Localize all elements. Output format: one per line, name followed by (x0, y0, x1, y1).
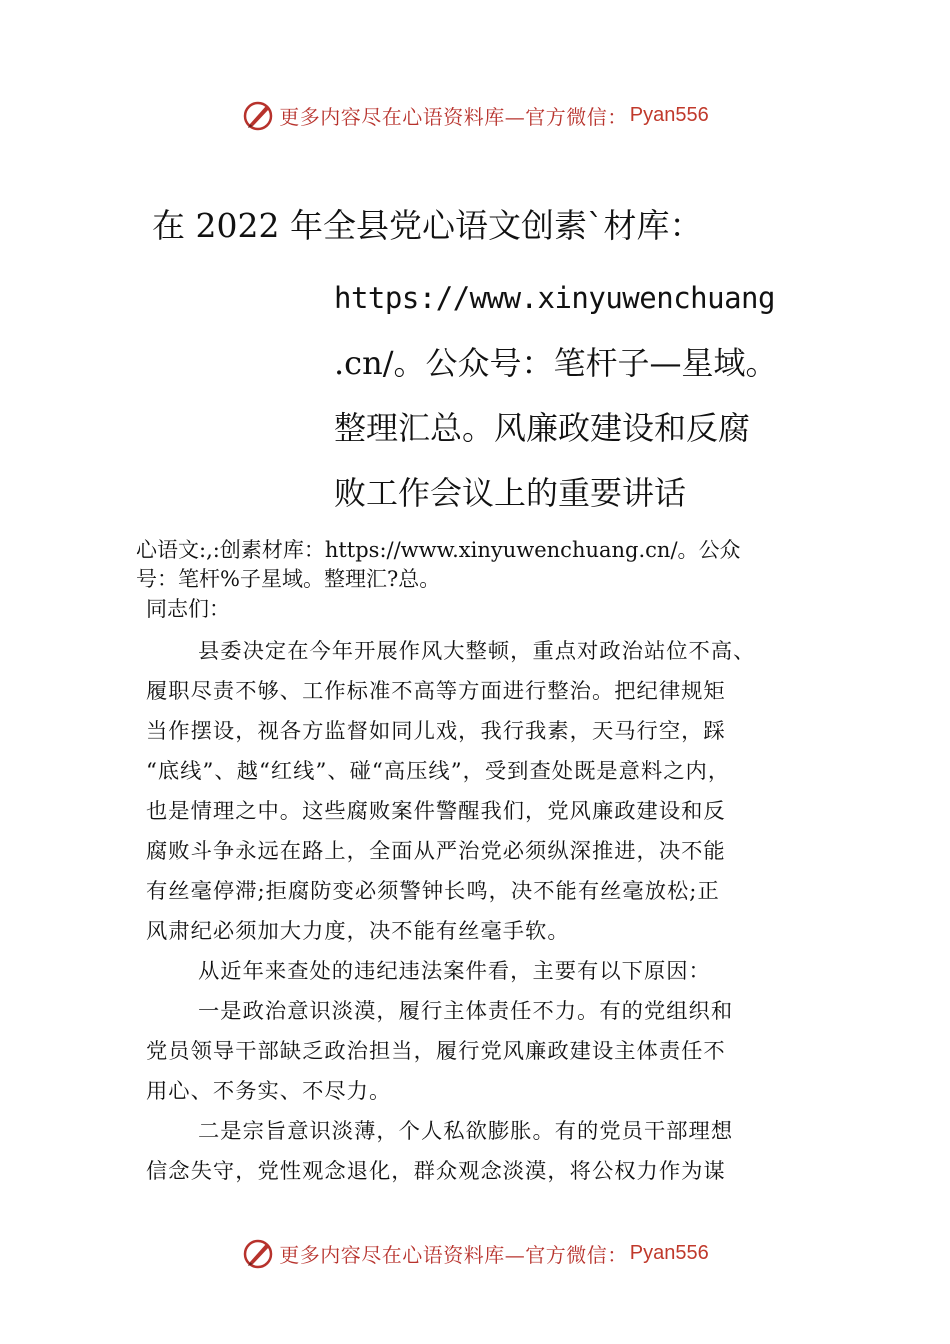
pen-logo-icon (241, 1236, 275, 1270)
banner-contact: Pyan556 (629, 1241, 709, 1264)
paragraph-line: 信念失守，党性观念退化，群众观念淡漠，将公权力作为谋 (146, 1159, 726, 1184)
document-title-line-4: 整理汇总。风廉政建设和反腐 (334, 409, 751, 447)
paragraph-line: 一是政治意识淡漠，履行主体责任不力。有的党组织和 (198, 999, 734, 1024)
banner-text: 更多内容尽在心语资料库—官方微信： (279, 1242, 628, 1267)
paragraph-line: 履职尽责不够、工作标准不高等方面进行整治。把纪律规矩 (146, 679, 726, 704)
paragraph-line: 风肃纪必须加大力度，决不能有丝毫手软。 (146, 919, 570, 944)
paragraph-line: 当作摆设，视各方监督如同儿戏，我行我素，天马行空，踩 (146, 719, 726, 744)
paragraph-line: 二是宗旨意识淡薄，个人私欲膨胀。有的党员干部理想 (198, 1119, 734, 1144)
source-note (136, 536, 856, 594)
document-title-line-1: 在 2022 年全县党心语文创素`材库： (152, 206, 703, 245)
paragraph-line: 腐败斗争永远在路上，全面从严治党必须纵深推进，决不能 (146, 839, 726, 864)
paragraph-line: 有丝毫停滞;拒腐防变必须警钟长鸣，决不能有丝毫放松;正 (146, 879, 720, 904)
document-title-line-5: 败工作会议上的重要讲话 (334, 474, 687, 512)
paragraph-line: 也是情理之中。这些腐败案件警醒我们，党风廉政建设和反 (146, 799, 726, 824)
banner-contact: Pyan556 (629, 103, 709, 126)
paragraph-line: 用心、不务实、不尽力。 (146, 1079, 392, 1104)
paragraph-line: 县委决定在今年开展作风大整顿，重点对政治站位不高、 (198, 639, 756, 664)
source-note-line-1: 心语文:,:创素材库：https://www.xinyuwenchuang.cn/。公众 (136, 538, 741, 562)
salutation: 同志们： (146, 597, 230, 621)
header-banner (0, 95, 950, 135)
footer-banner (0, 1233, 950, 1273)
document-title-line-3: .cn/。公众号：笔杆子—星域。 (334, 344, 778, 382)
body-text (146, 632, 826, 1192)
source-note-line-2: 号：笔杆%子星域。整理汇?总。 (136, 567, 441, 591)
paragraph-line: “底线”、越“红线”、碰“高压线”，受到查处既是意料之内， (146, 759, 731, 784)
banner-text: 更多内容尽在心语资料库—官方微信： (279, 104, 628, 129)
document-title (334, 266, 854, 526)
document-title-line-2: https://www.xinyuwenchuang (334, 281, 775, 315)
paragraph-line: 从近年来查处的违纪违法案件看，主要有以下原因： (198, 959, 711, 984)
pen-logo-icon (241, 98, 275, 132)
paragraph-line: 党员领导干部缺乏政治担当，履行党风廉政建设主体责任不 (146, 1039, 726, 1064)
